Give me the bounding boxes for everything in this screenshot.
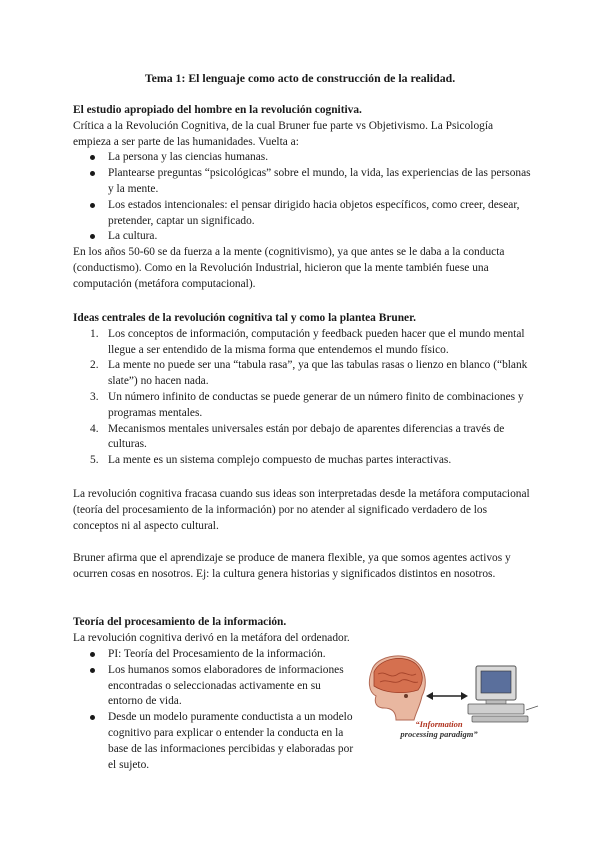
list-item: La persona y las ciencias humanas.: [73, 150, 533, 166]
section-1-intro: Crítica a la Revolución Cognitiva, de la cual Bruner fue parte vs Objetivismo. La Psicología empieza a ser parte de las humanidades. Vuelta a:: [73, 119, 494, 148]
list-item: [73, 358, 533, 390]
list-item: PI: Teoría del Procesamiento de la información.: [73, 647, 358, 663]
information-processing-figure: [356, 650, 546, 760]
list-number: 3.: [90, 390, 99, 403]
figure-caption: [384, 719, 494, 739]
list-text: La mente no puede ser una “tabula rasa”, ya que las tabulas rasas o lienzo en blanco (“blank slate”) no hacen nada.: [108, 359, 528, 388]
list-item: Plantearse preguntas “psicológicas” sobre el mundo, la vida, las experiencias de las personas y la mente.: [73, 166, 533, 198]
list-number: 5.: [90, 454, 99, 467]
list-item: Los humanos somos elaboradores de informaciones encontradas o seleccionadas activamente en su entorno de vida.: [73, 663, 358, 710]
list-text: Mecanismos mentales universales están por debajo de aparentes diferencias a través de culturas.: [108, 422, 505, 451]
section-2-heading: Ideas centrales de la revolución cognitiva tal y como la plantea Bruner.: [73, 312, 416, 324]
section-3-heading: Teoría del procesamiento de la información.: [73, 616, 287, 628]
list-item: [73, 390, 533, 422]
list-text: Los conceptos de información, computación y feedback pueden hacer que el mundo mental llegue a ser entendido de la misma forma que entendemos el mundo físico.: [108, 327, 525, 356]
brain-head-icon: [369, 656, 425, 720]
section-3-intro: La revolución cognitiva derivó en la metáfora del ordenador.: [73, 631, 350, 644]
page-title: Tema 1: El lenguaje como acto de construcción de la realidad.: [144, 71, 456, 85]
section-1-bullet-list: [73, 150, 533, 245]
list-number: 1.: [90, 327, 99, 340]
section-1-heading: El estudio apropiado del hombre en la revolución cognitiva.: [73, 104, 362, 116]
list-text: Un número infinito de conductas se puede generar de un número finito de combinaciones y programas mentales.: [108, 390, 524, 419]
list-item: [73, 422, 533, 454]
list-number: 2.: [90, 359, 99, 372]
section-2-paragraph-2: Bruner afirma que el aprendizaje se produce de manera flexible, ya que somos agentes activos y ocurren cosas en nosotros. Ej: la cultura genera historias y significados distintos en nosotros.: [73, 552, 511, 580]
figure-caption-line-2: processing paradigm”: [400, 729, 478, 739]
list-item: [73, 453, 533, 469]
list-item: [73, 327, 533, 359]
figure-caption-line-1: “Information: [415, 719, 463, 729]
double-arrow-icon: [426, 692, 468, 700]
list-item: La cultura.: [73, 229, 533, 245]
section-3-bullet-list: [73, 647, 358, 773]
section-2: [73, 311, 533, 469]
list-number: 4.: [90, 422, 99, 435]
section-1-closing: En los años 50-60 se da fuerza a la mente (cognitivismo), ya que antes se le daba a la conducta (conductismo). Como en la Revolución Industrial, hicieron que la mente también fuese una computación (metáfora computacional).: [73, 246, 505, 290]
section-3: [73, 615, 533, 647]
list-item: Desde un modelo puramente conductista a un modelo cognitivo para explicar o entender la conducta en la base de las informaciones percibidas y elaboradas por el sujeto.: [73, 710, 358, 773]
section-2-paragraph-1: La revolución cognitiva fracasa cuando sus ideas son interpretadas desde la metáfora computacional (teoría del procesamiento de la información) por no atender al significado verdadero de los conceptos ni al aspecto cultural.: [73, 488, 530, 532]
computer-icon: [468, 666, 538, 722]
list-text: La mente es un sistema complejo compuesto de muchas partes interactivas.: [108, 454, 452, 467]
list-item: Los estados intencionales: el pensar dirigido hacia objetos específicos, como creer, desear, pretender, captar un significado.: [73, 198, 533, 230]
section-2-numbered-list: [73, 327, 533, 469]
section-1: [73, 103, 533, 293]
